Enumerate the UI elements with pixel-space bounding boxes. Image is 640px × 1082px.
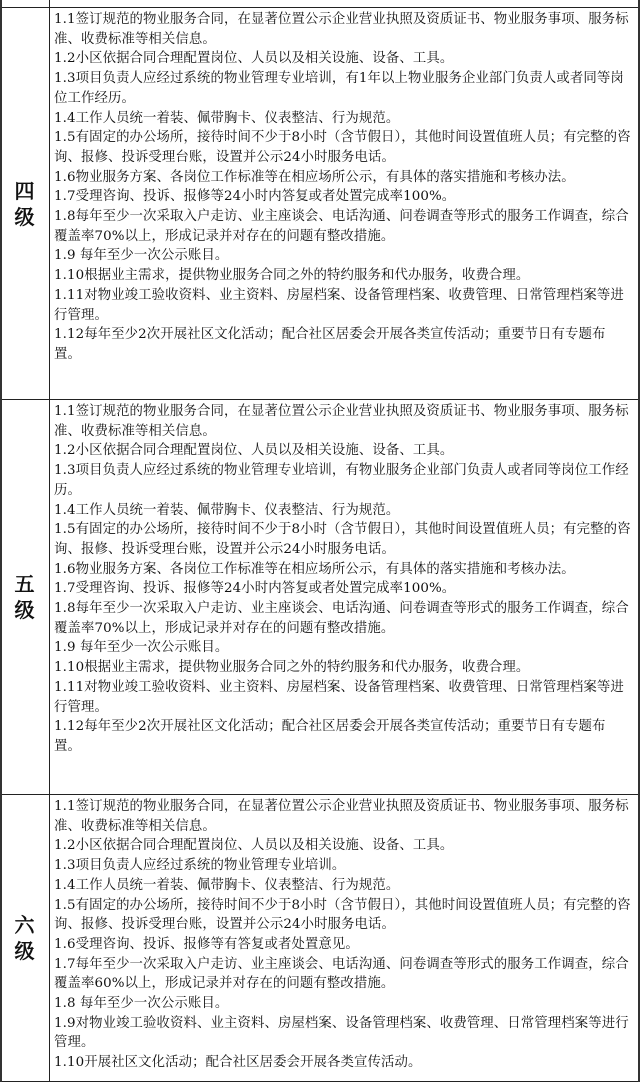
level-cell <box>0 400 50 794</box>
requirement-item: 1.8每年至少一次采取入户走访、业主座谈会、电话沟通、问卷调查等形式的服务工作调查，综合覆盖率70%以上，形成记录并对存在的问题有整改措施。 <box>54 601 629 636</box>
requirement-item: 1.9 每年至少一次公示账目。 <box>54 248 229 264</box>
level-row-5 <box>0 400 640 795</box>
requirements-list <box>54 797 632 1073</box>
requirement-item: 1.3项目负责人应经过系统的物业管理专业培训。 <box>54 858 346 874</box>
requirement-item: 1.4工作人员统一着装、佩带胸卡、仪表整洁、行为规范。 <box>54 502 400 518</box>
table-left-border <box>0 0 2 1082</box>
requirement-item: 1.7每年至少一次采取入户走访、业主座谈会、电话沟通、问卷调查等形式的服务工作调查，综合覆盖率60%以上，形成记录并对存在的问题有整改措施。 <box>54 956 629 992</box>
level-cell <box>0 795 50 1081</box>
level-row-6 <box>0 795 640 1082</box>
requirement-item: 1.2小区依据合同合理配置岗位、人员以及相关设施、设备、工具。 <box>54 838 454 854</box>
requirement-item: 1.6受理咨询、投诉、报修等有答复或者处置意见。 <box>54 936 359 952</box>
previous-row-remnant <box>0 0 640 8</box>
requirement-item: 1.11对物业竣工验收资料、业主资料、房屋档案、设备管理档案、收费管理、日常管理档案等进行管理。 <box>54 287 624 323</box>
requirement-item: 1.10根据业主需求，提供物业服务合同之外的特约服务和代办服务，收费合理。 <box>54 268 530 284</box>
requirement-item: 1.6物业服务方案、各岗位工作标准等在相应场所公示，有具体的落实措施和考核办法。 <box>54 169 575 185</box>
requirement-item: 1.9 每年至少一次公示账目。 <box>54 640 229 656</box>
requirement-item: 1.4工作人员统一着装、佩带胸卡、仪表整洁、行为规范。 <box>54 110 400 126</box>
requirement-item: 1.7受理咨询、投诉、报修等24小时内答复或者处置完成率100%。 <box>54 189 456 205</box>
level-label: 五级 <box>14 572 35 622</box>
requirement-item: 1.8 每年至少一次公示账目。 <box>54 996 229 1012</box>
level-label: 六级 <box>14 913 35 963</box>
requirements-list <box>54 402 632 757</box>
requirement-item: 1.7受理咨询、投诉、报修等24小时内答复或者处置完成率100%。 <box>54 581 456 597</box>
requirement-item: 1.11对物业竣工验收资料、业主资料、房屋档案、设备管理档案、收费管理、日常管理档案等进行管理。 <box>54 679 624 715</box>
requirements-list <box>54 10 632 365</box>
requirement-item: 1.10开展社区文化活动；配合社区居委会开展各类宣传活动。 <box>54 1055 422 1071</box>
requirement-item: 1.6物业服务方案、各岗位工作标准等在相应场所公示，有具体的落实措施和考核办法。 <box>54 561 575 577</box>
requirement-item: 1.2小区依据合同合理配置岗位、人员以及相关设施、设备、工具。 <box>54 51 454 67</box>
requirement-item: 1.5有固定的办公场所，接待时间不少于8小时（含节假日），其他时间设置值班人员；有完整的咨询、报修、投诉受理台账，设置并公示24小时服务电话。 <box>54 130 631 165</box>
requirement-item: 1.12每年至少2次开展社区文化活动；配合社区居委会开展各类宣传活动；重要节日有专题布置。 <box>54 719 606 754</box>
requirement-item: 1.1签订规范的物业服务合同，在显著位置公示企业营业执照及资质证书、物业服务事项、服务标准、收费标准等相关信息。 <box>54 799 629 834</box>
requirement-item: 1.9对物业竣工验收资料、业主资料、房屋档案、设备管理档案、收费管理、日常管理档案等进行管理。 <box>54 1015 629 1051</box>
requirement-item: 1.5有固定的办公场所，接待时间不少于8小时（含节假日），其他时间设置值班人员；有完整的咨询、报修、投诉受理台账，设置并公示24小时服务电话。 <box>54 522 631 557</box>
requirement-item: 1.10根据业主需求，提供物业服务合同之外的特约服务和代办服务，收费合理。 <box>54 660 530 676</box>
requirement-item: 1.3项目负责人应经过系统的物业管理专业培训，有1年以上物业服务企业部门负责人或者同等岗位工作经历。 <box>54 71 624 106</box>
requirement-item: 1.8每年至少一次采取入户走访、业主座谈会、电话沟通、问卷调查等形式的服务工作调查，综合覆盖率70%以上，形成记录并对存在的问题有整改措施。 <box>54 209 629 244</box>
level-cell <box>0 8 50 399</box>
requirement-item: 1.1签订规范的物业服务合同，在显著位置公示企业营业执照及资质证书、物业服务事项、服务标准、收费标准等相关信息。 <box>54 12 629 47</box>
level-row-4 <box>0 8 640 400</box>
level-label: 四级 <box>14 178 35 229</box>
requirement-item: 1.4工作人员统一着装、佩带胸卡、仪表整洁、行为规范。 <box>54 877 400 893</box>
requirement-item: 1.1签订规范的物业服务合同，在显著位置公示企业营业执照及资质证书、物业服务事项、服务标准、收费标准等相关信息。 <box>54 404 629 439</box>
requirement-item: 1.5有固定的办公场所，接待时间不少于8小时（含节假日），其他时间设置值班人员；有完整的咨询、报修、投诉受理台账，设置并公示24小时服务电话。 <box>54 897 631 933</box>
requirement-item: 1.12每年至少2次开展社区文化活动；配合社区居委会开展各类宣传活动；重要节日有专题布置。 <box>54 327 606 362</box>
requirement-item: 1.2小区依据合同合理配置岗位、人员以及相关设施、设备、工具。 <box>54 443 454 459</box>
requirement-item: 1.3项目负责人应经过系统的物业管理专业培训，有物业服务企业部门负责人或者同等岗位工作经历。 <box>54 463 629 498</box>
